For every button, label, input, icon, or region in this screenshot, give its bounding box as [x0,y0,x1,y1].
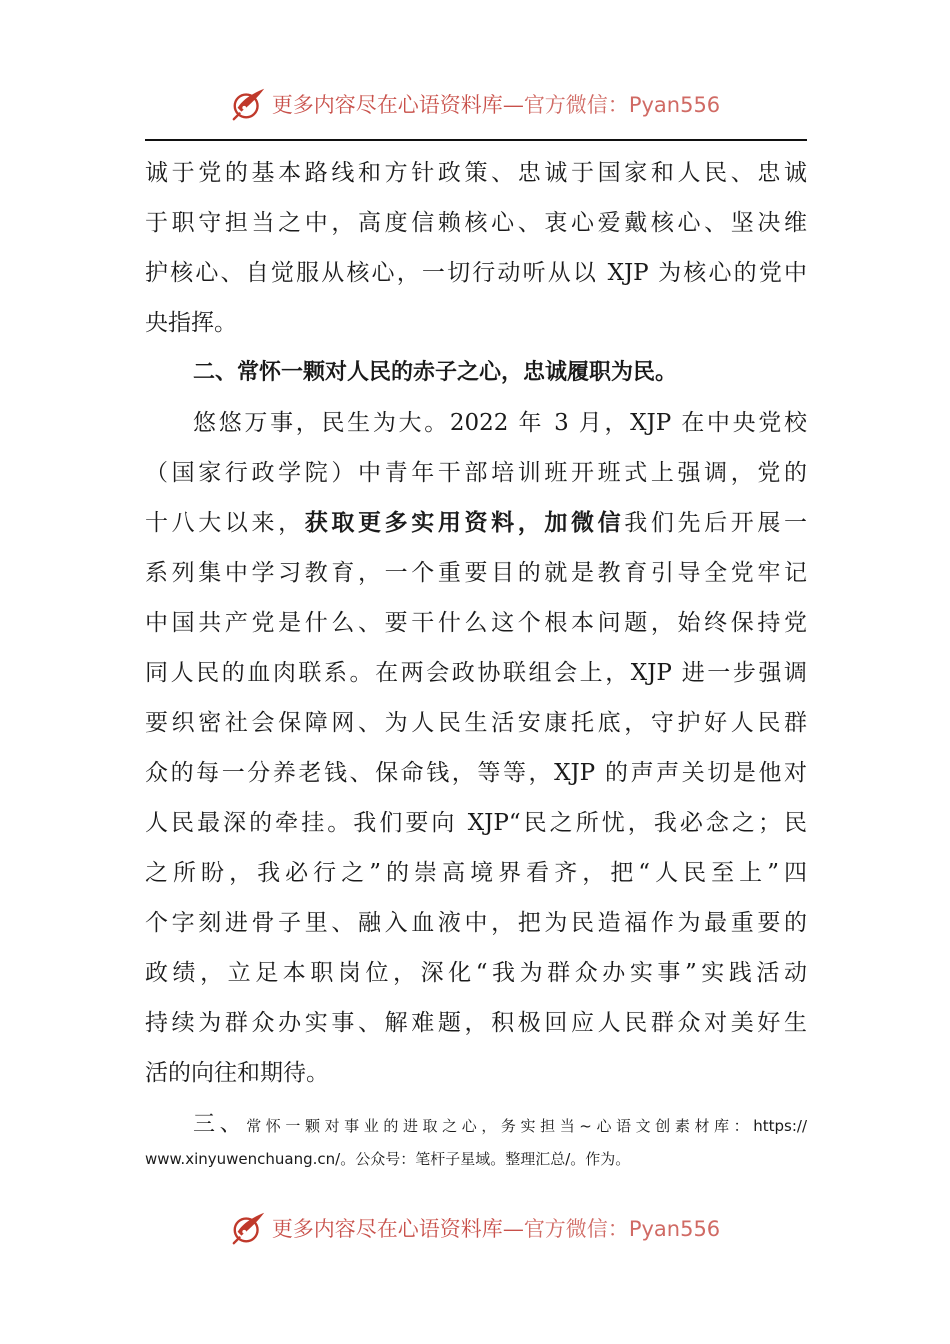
body-text: 我们先后开展一 [624,510,807,536]
header-wechat-label: 官方微信： [523,93,629,117]
body-line: 于职守担当之中，高度信赖核心、衷心爱戴核心、坚决维 [145,210,807,236]
body-line: 个字刻进骨子里、融入血液中，把为民造福作为最重要的 [145,910,807,936]
heading3-number: 三、 [193,1112,247,1137]
body-text: 十八大以来， [145,510,305,536]
body-line: 政绩，立足本职岗位，深化“我为群众办实事”实践活动 [145,960,807,986]
body-line: 持续为群众办实事、解难题，积极回应人民群众对美好生 [145,1010,807,1036]
footer-wechat-label: 官方微信： [523,1217,629,1241]
body-line: 诚于党的基本路线和方针政策、忠诚于国家和人民、忠诚 [145,160,807,186]
footer-banner [0,1208,950,1248]
footer-text [272,1213,720,1243]
ad-text: 获取更多实用资料，加微信 [304,510,625,536]
body-line: 众的每一分养老钱、保命钱，等等，XJP 的声声关切是他对 [145,760,807,786]
body-line-with-ad [145,498,807,548]
document-body [145,148,807,1176]
body-line: 护核心、自觉服从核心，一切行动听从以 XJP 为核心的党中 [145,260,807,286]
footer-wechat-id: Pyan556 [628,1217,721,1241]
header-dash: — [502,93,524,117]
header-wechat-id: Pyan556 [628,93,721,117]
body-line: 悠悠万事，民生为大。2022 年 3 月，XJP 在中央党校 [193,410,807,436]
section-heading-2: 二、常怀一颗对人民的赤子之心，忠诚履职为民。 [193,360,678,385]
body-line: 要织密社会保障网、为人民生活安康托底，守护好人民群 [145,710,807,736]
body-line: 同人民的血肉联系。在两会政协联组会上，XJP 进一步强调 [145,660,807,686]
body-line: 人民最深的牵挂。我们要向 XJP“民之所忧，我必念之；民 [145,810,807,836]
quill-logo-icon [230,85,268,123]
quill-logo-icon [230,1209,268,1247]
section-heading-3 [145,1108,807,1176]
header-text [272,89,720,119]
body-line: 之所盼，我必行之”的崇高境界看齐，把“人民至上”四 [145,860,807,886]
header-brand: 更多内容尽在心语资料库 [271,93,503,117]
body-line: 活的向往和期待。 [145,1060,329,1086]
body-line: 央指挥。 [145,310,237,336]
footer-dash: — [502,1217,524,1241]
heading3-line2: www.xinyuwenchuang.cn/。公众号：笔杆子星域。整理汇总/。作为。 [145,1150,631,1168]
heading3-text: 常怀一颗对事业的进取之心，务实担当~心语文创素材库：https:// [246,1117,807,1135]
heading3-line [145,1108,807,1142]
footer-brand: 更多内容尽在心语资料库 [271,1217,503,1241]
body-line: 系列集中学习教育，一个重要目的就是教育引导全党牢记 [145,560,807,586]
body-line: 中国共产党是什么、要干什么这个根本问题，始终保持党 [145,610,807,636]
header-banner [0,84,950,124]
header-rule [145,139,807,141]
body-line: （国家行政学院）中青年干部培训班开班式上强调，党的 [145,460,807,486]
